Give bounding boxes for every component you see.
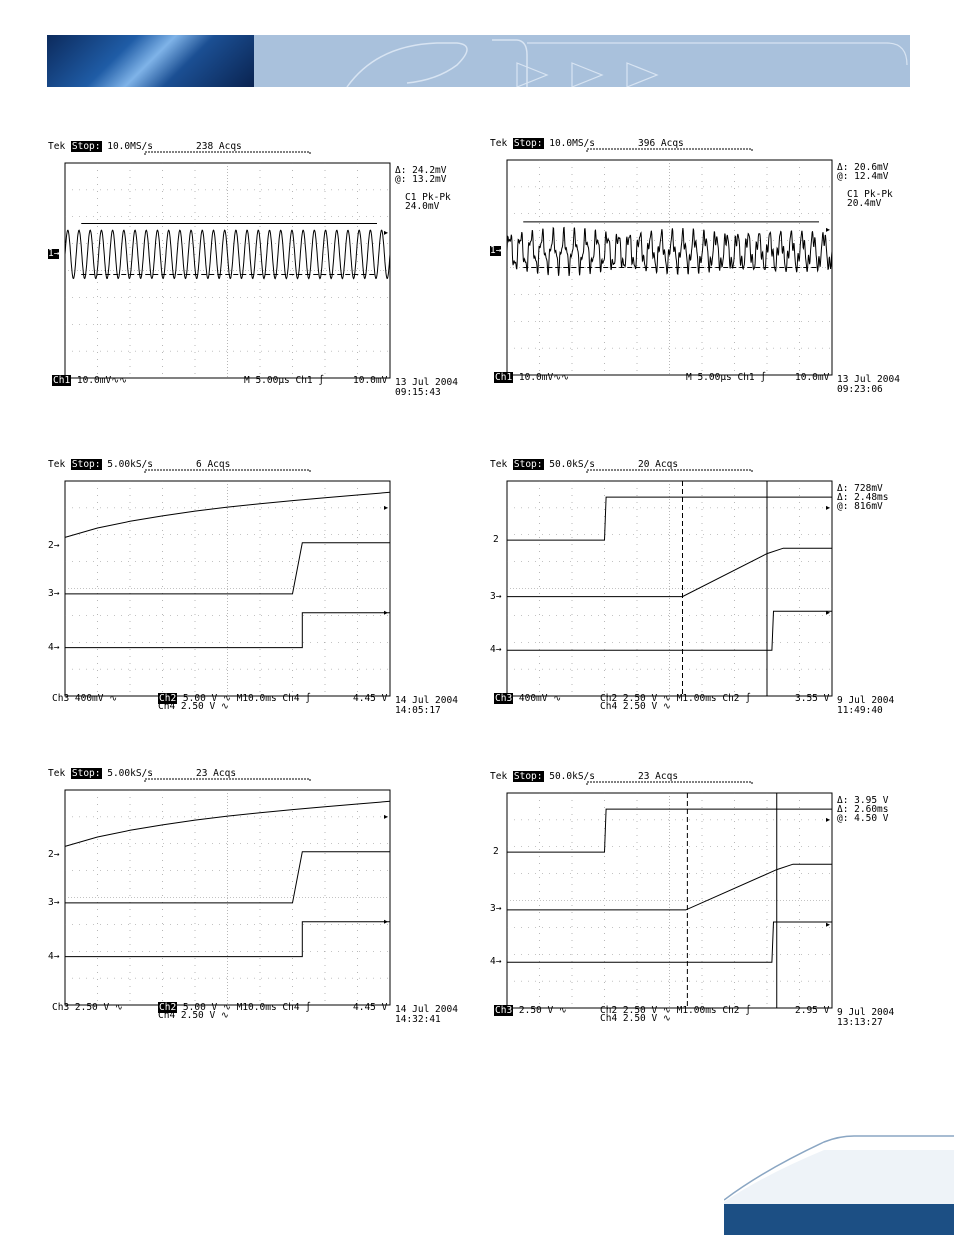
- stop-badge: Stop:: [513, 459, 543, 470]
- channel-badge: Ch2: [159, 693, 177, 704]
- timebase-value: Ch2 2.50 V ∿ M1.00ms Ch2 ∫: [600, 693, 751, 704]
- channel-marker: 3→: [48, 587, 60, 599]
- capture-date: 13 Jul 2004: [395, 377, 458, 388]
- brand-label: Tek: [48, 768, 71, 779]
- readout-line: C1 Pk-Pk: [405, 192, 451, 203]
- scope-capture-4: [490, 459, 910, 716]
- stop-badge: Stop:: [71, 141, 101, 152]
- scope-capture-5: [48, 768, 468, 1025]
- channel-marker: 2: [493, 534, 499, 546]
- acquisition-count: 6 Acqs: [196, 459, 231, 470]
- channel4-scale: Ch4 2.50 V ∿: [600, 701, 671, 712]
- brand-label: Tek: [490, 771, 513, 782]
- channel-marker: 4→: [48, 950, 60, 962]
- channel-badge: Ch1: [495, 372, 513, 383]
- channel-badge: Ch2: [159, 1002, 177, 1013]
- trigger-level: 10.0mV: [353, 375, 388, 386]
- readout-line: C1 Pk-Pk: [847, 189, 893, 200]
- stop-badge: Stop:: [513, 138, 543, 149]
- scope-capture-2: [490, 139, 910, 401]
- readout-line: Δ: 3.95 V: [837, 795, 889, 806]
- banner-decoration: [47, 35, 910, 87]
- trigger-level: 4.45 V: [353, 1002, 388, 1013]
- channel-marker: 4→: [490, 956, 502, 968]
- channel-badge: Ch1: [53, 375, 71, 386]
- measurement-readout: [837, 796, 888, 823]
- trigger-level: 3.55 V: [795, 693, 830, 704]
- channel-marker: 3→: [48, 896, 60, 908]
- waveform-display: [48, 460, 468, 702]
- waveform-display: [48, 769, 468, 1011]
- channel-marker: 1→: [48, 248, 60, 260]
- acquisition-count: 23 Acqs: [638, 771, 679, 782]
- capture-date: 14 Jul 2004: [395, 695, 458, 706]
- header-banner: [47, 35, 910, 87]
- channel-marker: 2: [493, 846, 499, 858]
- timebase-value: 5.00 V ∿ M10.0ms Ch4 ∫: [182, 693, 311, 704]
- readout-line: @: 12.4mV: [837, 171, 889, 182]
- channel4-scale: Ch4 2.50 V ∿: [600, 1013, 671, 1024]
- readout-line: @: 13.2mV: [395, 174, 447, 185]
- channel-scale: Ch3 2.50 V ∿: [52, 1002, 123, 1013]
- capture-date: 9 Jul 2004: [837, 695, 895, 706]
- channel-marker: 2→: [48, 539, 60, 551]
- measurement-readout: [395, 166, 451, 211]
- capture-time: 09:15:43: [395, 387, 441, 398]
- timebase-value: M 5.00µs Ch1 ∫: [686, 372, 767, 383]
- readout-line: @: 816mV: [837, 501, 883, 512]
- readout-line: Δ: 2.60ms: [837, 804, 889, 815]
- timebase-settings: [244, 376, 324, 386]
- capture-time: 13:13:27: [837, 1017, 883, 1028]
- channel-settings: [52, 376, 127, 386]
- readout-line: Δ: 24.2mV: [395, 165, 447, 176]
- acquisition-count: 238 Acqs: [196, 141, 242, 152]
- brand-label: Tek: [48, 141, 71, 152]
- readout-line: @: 4.50 V: [837, 813, 889, 824]
- capture-time: 14:05:17: [395, 705, 441, 716]
- timebase-settings: [686, 373, 766, 383]
- scope-capture-3: [48, 459, 468, 716]
- channel-settings: [494, 1006, 567, 1016]
- scope-capture-6: [490, 771, 910, 1028]
- record-bracket: [587, 470, 752, 473]
- footer-swoosh: [724, 1130, 954, 1235]
- readout-line: Δ: 728mV: [837, 483, 883, 494]
- record-bracket: [145, 152, 310, 155]
- sample-rate: 50.0kS/s: [543, 459, 595, 470]
- stop-badge: Stop:: [513, 771, 543, 782]
- capture-time: 09:23:06: [837, 384, 883, 395]
- channel-scale: 10.0mV∿∿: [71, 375, 128, 386]
- channel-scale: Ch3 400mV ∿: [52, 693, 118, 704]
- channel-scale: 10.0mV∿∿: [513, 372, 570, 383]
- trigger-level: 2.95 V: [795, 1005, 830, 1016]
- acquisition-count: 23 Acqs: [196, 768, 237, 779]
- channel4-scale: Ch4 2.50 V ∿: [158, 701, 229, 712]
- acquisition-count: 396 Acqs: [638, 138, 684, 149]
- channel-badge: Ch3: [495, 1005, 513, 1016]
- sample-rate: 5.00kS/s: [101, 768, 153, 779]
- channel-badge: Ch3: [495, 693, 513, 704]
- record-bracket: [145, 470, 310, 473]
- capture-time: 14:32:41: [395, 1014, 441, 1025]
- timebase-value: M 5.00µs Ch1 ∫: [244, 375, 325, 386]
- channel-marker: 2→: [48, 848, 60, 860]
- channel4-scale: Ch4 2.50 V ∿: [158, 1010, 229, 1021]
- measurement-readout: [837, 163, 893, 208]
- readout-line: Δ: 2.48ms: [837, 492, 889, 503]
- stop-badge: Stop:: [71, 768, 101, 779]
- channel-marker: 1→: [490, 245, 502, 257]
- timebase-value: 5.00 V ∿ M10.0ms Ch4 ∫: [182, 1002, 311, 1013]
- channel-marker: 4→: [490, 644, 502, 656]
- sample-rate: 10.0MS/s: [543, 138, 595, 149]
- brand-label: Tek: [490, 459, 513, 470]
- channel-settings: [494, 694, 561, 704]
- channel-marker: 3→: [490, 902, 502, 914]
- readout-line: 24.0mV: [405, 201, 440, 212]
- brand-label: Tek: [48, 459, 71, 470]
- channel-marker: 4→: [48, 641, 60, 653]
- readout-line: Δ: 20.6mV: [837, 162, 889, 173]
- capture-date: 14 Jul 2004: [395, 1004, 458, 1015]
- measurement-readout: [837, 484, 888, 511]
- channel-marker: 3→: [490, 590, 502, 602]
- stop-badge: Stop:: [71, 459, 101, 470]
- trigger-level: 4.45 V: [353, 693, 388, 704]
- brand-label: Tek: [490, 138, 513, 149]
- acquisition-count: 20 Acqs: [638, 459, 679, 470]
- channel-scale: 400mV ∿: [513, 693, 562, 704]
- scope-capture-1: [48, 142, 468, 402]
- trigger-level: 10.0mV: [795, 372, 830, 383]
- channel-settings: [494, 373, 569, 383]
- record-bracket: [587, 782, 752, 785]
- capture-date: 9 Jul 2004: [837, 1007, 895, 1018]
- channel-scale: 2.50 V ∿: [513, 1005, 567, 1016]
- sample-rate: 10.0MS/s: [101, 141, 153, 152]
- capture-date: 13 Jul 2004: [837, 374, 900, 385]
- sample-rate: 5.00kS/s: [101, 459, 153, 470]
- capture-time: 11:49:40: [837, 705, 883, 716]
- timebase-value: Ch2 2.50 V ∿ M1.00ms Ch2 ∫: [600, 1005, 751, 1016]
- channel-settings: [52, 1003, 123, 1013]
- channel-settings: [52, 694, 117, 704]
- readout-line: 20.4mV: [847, 198, 882, 209]
- sample-rate: 50.0kS/s: [543, 771, 595, 782]
- record-bracket: [587, 149, 752, 152]
- record-bracket: [145, 779, 310, 782]
